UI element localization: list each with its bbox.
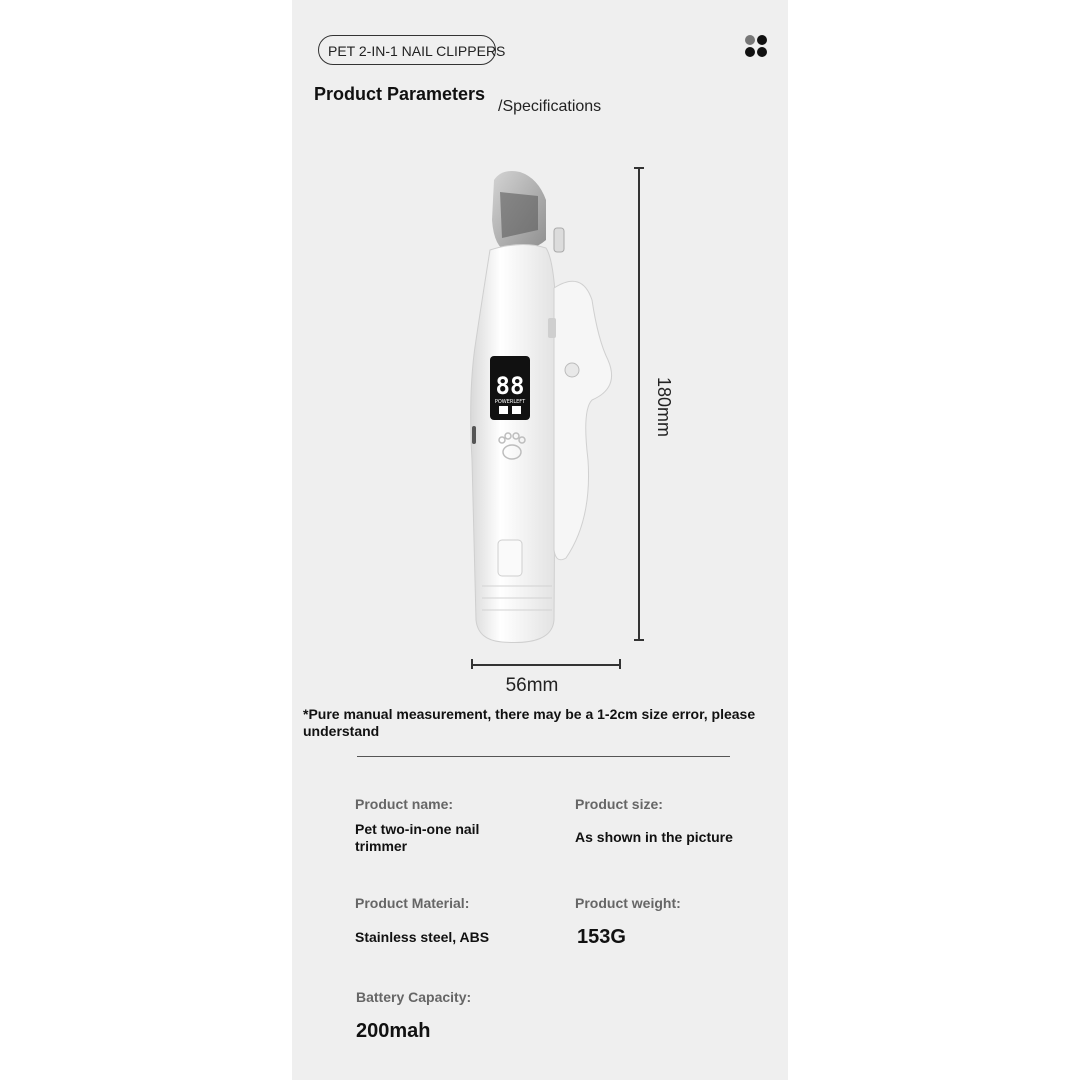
product-size-value: As shown in the picture [575,829,733,845]
four-dots-icon [745,35,769,57]
height-dimension-line [638,168,640,640]
battery-capacity-value: 200mah [356,1020,431,1042]
product-name-value: Pet two-in-one nail trimmer [355,821,480,854]
display-caption: POWERLEFT [494,399,526,405]
product-weight-label: Product weight: [575,895,681,911]
battery-capacity-label: Battery Capacity: [356,989,472,1005]
product-material-label: Product Material: [355,895,470,911]
spec-page [292,0,788,1080]
product-name-label: Product name: [355,796,454,812]
page-subtitle: /Specifications [498,98,602,115]
height-dimension-label: 180mm [654,376,674,438]
page-title: Product Parameters [314,84,486,104]
width-dimension-label: 56mm [505,675,559,696]
category-badge: PET 2-IN-1 NAIL CLIPPERS [318,35,496,65]
width-dimension-line [472,664,620,666]
product-material-value: Stainless steel, ABS [355,929,490,945]
measurement-note: *Pure manual measurement, there may be a 1-2cm size error, please understand [303,706,756,739]
product-size-label: Product size: [575,796,663,812]
width-dimension-cap-right [619,659,621,669]
height-dimension-cap-bottom [634,639,644,641]
divider [357,756,730,757]
display-digits: 88 [495,372,525,400]
product-weight-value: 153G [577,926,626,948]
